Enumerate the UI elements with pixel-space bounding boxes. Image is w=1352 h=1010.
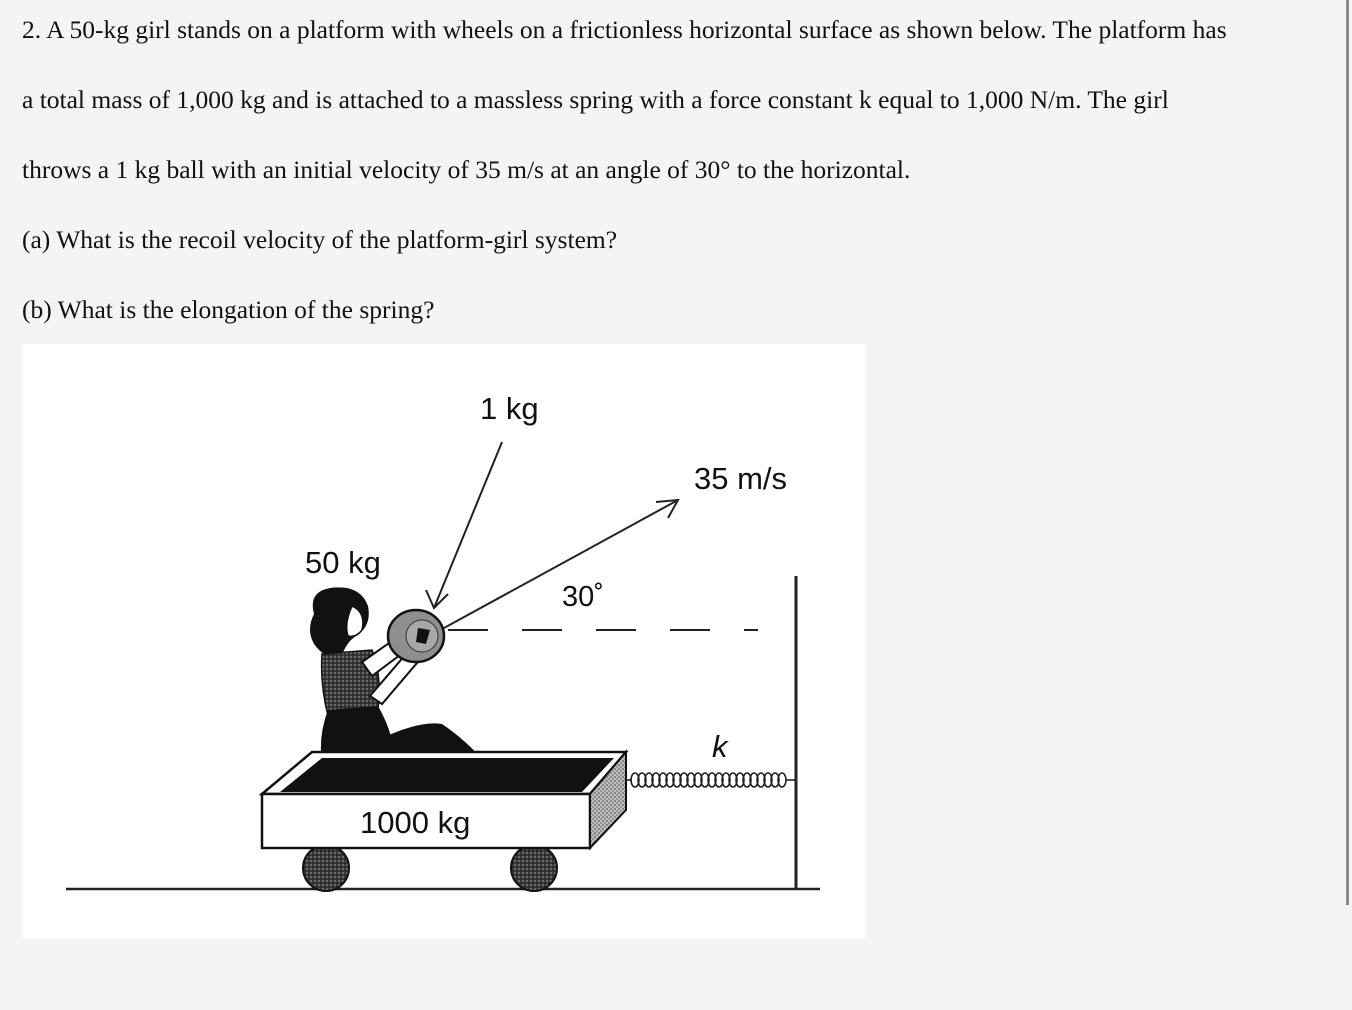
problem-text-line-3: throws a 1 kg ball with an initial velocity of 35 m/s at an angle of 30° to the horizontal. xyxy=(22,155,911,184)
wheel-right xyxy=(511,845,557,891)
problem-text-line-2: a total mass of 1,000 kg and is attached to a massless spring with a force constant k equal to 1,000 N/m. The girl xyxy=(22,85,1169,114)
girl-mass-label: 50 kg xyxy=(305,545,381,580)
wheel-left xyxy=(303,845,349,891)
diagram-drawing xyxy=(22,344,866,938)
speed-label: 35 m/s xyxy=(694,461,788,496)
platform-mass-label: 1000 kg xyxy=(360,805,471,840)
ball xyxy=(388,610,444,662)
physics-diagram xyxy=(22,344,866,938)
spring-constant-label: k xyxy=(712,729,728,764)
velocity-arrow xyxy=(444,500,678,628)
spring xyxy=(626,773,796,787)
question-b: (b) What is the elongation of the spring? xyxy=(22,295,435,324)
problem-text-line-1: 2. A 50-kg girl stands on a platform with wheels on a frictionless horizontal surface as shown below. The platform has xyxy=(22,15,1227,44)
ball-mass-label: 1 kg xyxy=(480,391,539,426)
angle-label: 30˚ xyxy=(562,581,604,613)
question-a: (a) What is the recoil velocity of the platform-girl system? xyxy=(22,225,618,254)
page-edge-rule xyxy=(1346,0,1349,905)
ball-label-pointer-arrow xyxy=(426,442,502,608)
